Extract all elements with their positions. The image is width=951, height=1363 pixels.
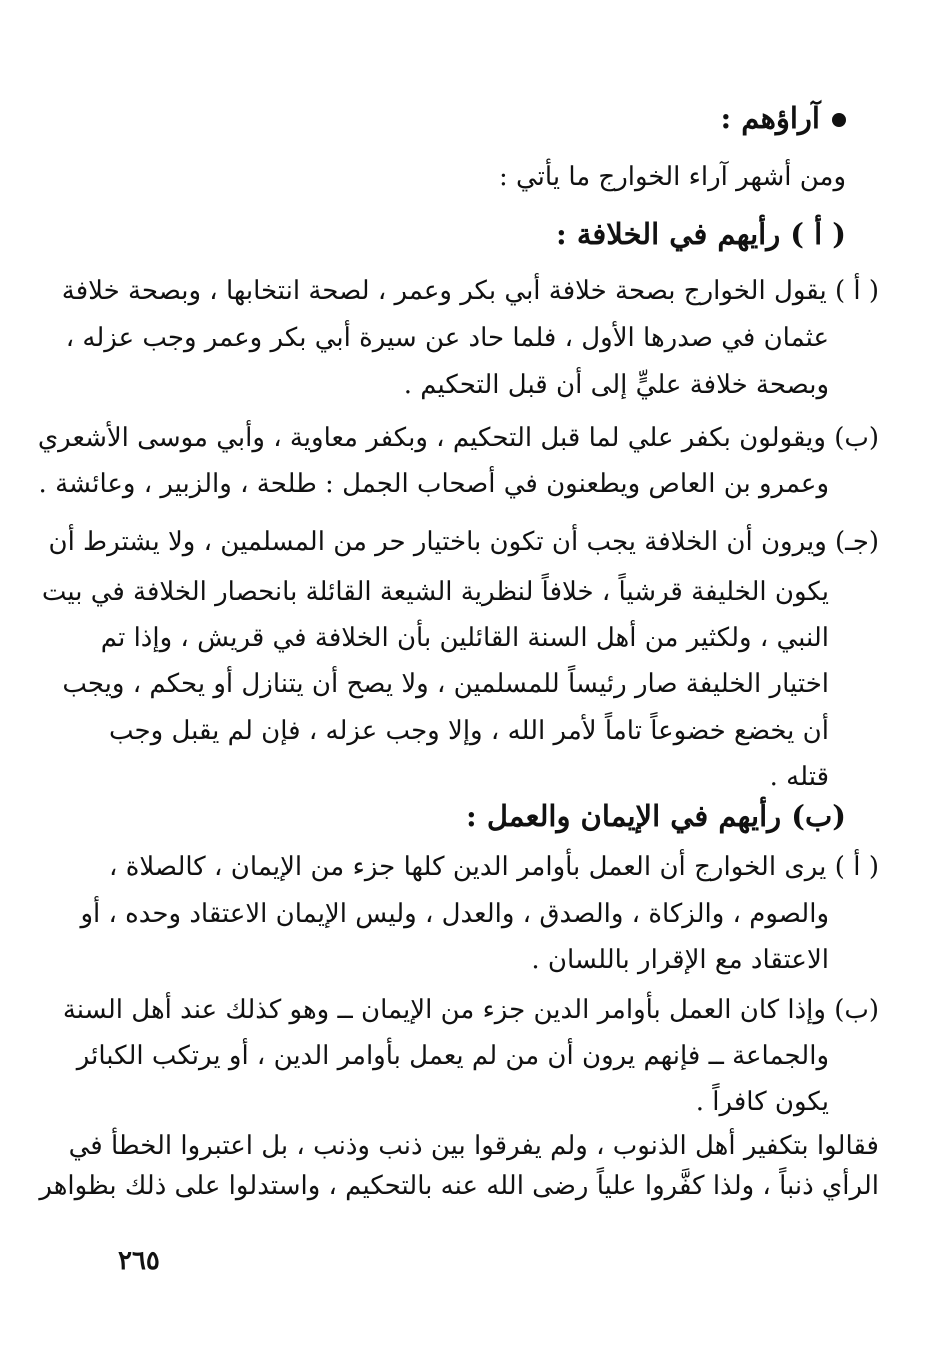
paragraph-line: قتله . <box>769 762 829 792</box>
heading-caliphate: ( أ ) رأيهم في الخلافة : <box>556 217 846 251</box>
intro-line: ومن أشهر آراء الخوارج ما يأتي : <box>498 162 846 192</box>
paragraph-line: (ب) ويقولون بكفر علي لما قبل التحكيم ، وبكفر معاوية ، وأبي موسى الأشعري <box>37 423 879 453</box>
paragraph-line: عثمان في صدرها الأول ، فلما حاد عن سيرة أبي بكر وعمر وجب عزله ، <box>65 323 829 353</box>
paragraph-line: يكون كافراً . <box>695 1087 829 1117</box>
paragraph-line: (ب) وإذا كان العمل بأوامر الدين جزء من الإيمان ــ وهو كذلك عند أهل السنة <box>62 995 879 1025</box>
section-title: آراؤهم : <box>720 98 846 138</box>
bullet-icon <box>832 113 846 127</box>
paragraph-line: وعمرو بن العاص ويطعنون في أصحاب الجمل : طلحة ، والزبير ، وعائشة . <box>38 469 829 499</box>
paragraph-line: والصوم ، والزكاة ، والصدق ، والعدل ، وليس الإيمان الاعتقاد وحده ، أو <box>80 899 829 929</box>
paragraph-line: والجماعة ــ فإنهم يرون أن من لم يعمل بأوامر الدين ، أو يرتكب الكبائر <box>76 1041 829 1071</box>
paragraph-line: أن يخضع خضوعاً تاماً لأمر الله ، وإلا وجب عزله ، فإن لم يقبل وجب <box>109 716 829 746</box>
paragraph-line: يكون الخليفة قرشياً ، خلافاً لنظرية الشيعة القائلة بانحصار الخلافة في بيت <box>41 577 829 607</box>
paragraph-line: اختيار الخليفة صار رئيساً للمسلمين ، ولا يصح أن يتنازل أو يحكم ، ويجب <box>62 669 829 699</box>
paragraph-line: ( أ ) يرى الخوارج أن العمل بأوامر الدين كلها جزء من الإيمان ، كالصلاة ، <box>109 852 879 882</box>
paragraph-line: وبصحة خلافة عليٍّ إلى أن قبل التحكيم . <box>403 370 829 400</box>
paragraph-line: فقالوا بتكفير أهل الذنوب ، ولم يفرقوا بين ذنب وذنب ، بل اعتبروا الخطأ في <box>68 1131 879 1161</box>
paragraph-line: الاعتقاد مع الإقرار باللسان . <box>531 945 829 975</box>
paragraph-line: الرأي ذنباً ، ولذا كفَّروا علياً رضى الله عنه بالتحكيم ، واستدلوا على ذلك بظواهر <box>39 1171 879 1201</box>
heading-faith: (ب) رأيهم في الإيمان والعمل : <box>466 799 846 833</box>
paragraph-line: ( أ ) يقول الخوارج بصحة خلافة أبي بكر وعمر ، لصحة انتخابها ، وبصحة خلافة <box>61 276 879 306</box>
page-number: ٢٦٥ <box>118 1246 160 1276</box>
paragraph-line: النبي ، ولكثير من أهل السنة القائلين بأن الخلافة في قريش ، وإذا تم <box>100 623 829 653</box>
paragraph-line: (جـ) ويرون أن الخلافة يجب أن تكون باختيار حر من المسلمين ، ولا يشترط أن <box>48 527 879 557</box>
